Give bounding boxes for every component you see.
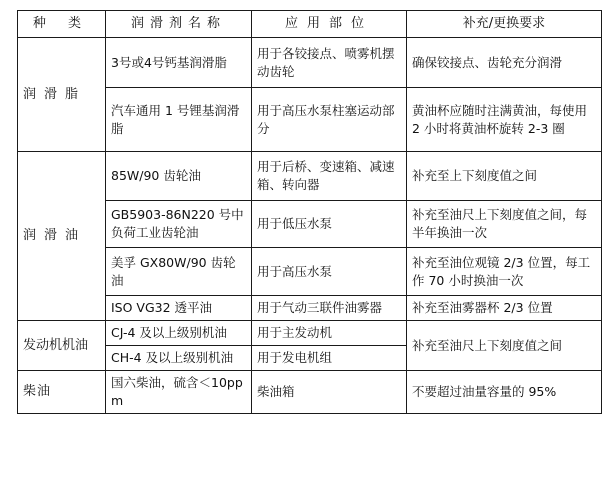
header-name: 润滑剂名称 xyxy=(106,11,252,38)
requirement-cell: 补充至油雾器杯 2/3 位置 xyxy=(407,296,602,321)
usage-cell: 柴油箱 xyxy=(252,371,407,414)
usage-cell: 用于主发动机 xyxy=(252,321,407,346)
usage-cell: 用于低压水泵 xyxy=(252,201,407,248)
lubricant-table xyxy=(17,10,602,414)
usage-cell: 用于高压水泵 xyxy=(252,248,407,296)
lubricant-name: 3号或4号钙基润滑脂 xyxy=(106,38,252,88)
lubricant-name: 国六柴油，硫含＜10ppm xyxy=(106,371,252,414)
table-row xyxy=(18,88,602,152)
lubricant-name: 汽车通用 1 号锂基润滑脂 xyxy=(106,88,252,152)
header-category: 种 类 xyxy=(18,11,106,38)
table-header-row xyxy=(18,11,602,38)
requirement-cell: 补充至油尺上下刻度值之间 xyxy=(407,321,602,371)
requirement-cell: 黄油杯应随时注满黄油，每使用 2 小时将黄油杯旋转 2-3 圈 xyxy=(407,88,602,152)
lubricant-name: GB5903-86N220 号中负荷工业齿轮油 xyxy=(106,201,252,248)
lubricant-name: CJ-4 及以上级别机油 xyxy=(106,321,252,346)
category-diesel: 柴油 xyxy=(18,371,106,414)
requirement-cell: 补充至上下刻度值之间 xyxy=(407,152,602,201)
table-row xyxy=(18,38,602,88)
requirement-cell: 确保铰接点、齿轮充分润滑 xyxy=(407,38,602,88)
header-usage: 应用部位 xyxy=(252,11,407,38)
lubricant-name: 美孚 GX80W/90 齿轮油 xyxy=(106,248,252,296)
category-grease: 润滑脂 xyxy=(18,38,106,152)
category-oil: 润滑油 xyxy=(18,152,106,321)
requirement-cell: 不要超过油量容量的 95% xyxy=(407,371,602,414)
table-row xyxy=(18,371,602,414)
table-row xyxy=(18,321,602,346)
usage-cell: 用于高压水泵柱塞运动部分 xyxy=(252,88,407,152)
usage-cell: 用于各铰接点、喷雾机摆动齿轮 xyxy=(252,38,407,88)
lubricant-name: 85W/90 齿轮油 xyxy=(106,152,252,201)
header-requirement: 补充/更换要求 xyxy=(407,11,602,38)
usage-cell: 用于发电机组 xyxy=(252,346,407,371)
usage-cell: 用于后桥、变速箱、减速箱、转向器 xyxy=(252,152,407,201)
table-row xyxy=(18,201,602,248)
table-row xyxy=(18,152,602,201)
usage-cell: 用于气动三联件油雾器 xyxy=(252,296,407,321)
lubricant-name: CH-4 及以上级别机油 xyxy=(106,346,252,371)
lubricant-name: ISO VG32 透平油 xyxy=(106,296,252,321)
table-row xyxy=(18,248,602,296)
requirement-cell: 补充至油位观镜 2/3 位置，每工作 70 小时换油一次 xyxy=(407,248,602,296)
category-engine-oil: 发动机机油 xyxy=(18,321,106,371)
table-row xyxy=(18,296,602,321)
requirement-cell: 补充至油尺上下刻度值之间，每半年换油一次 xyxy=(407,201,602,248)
